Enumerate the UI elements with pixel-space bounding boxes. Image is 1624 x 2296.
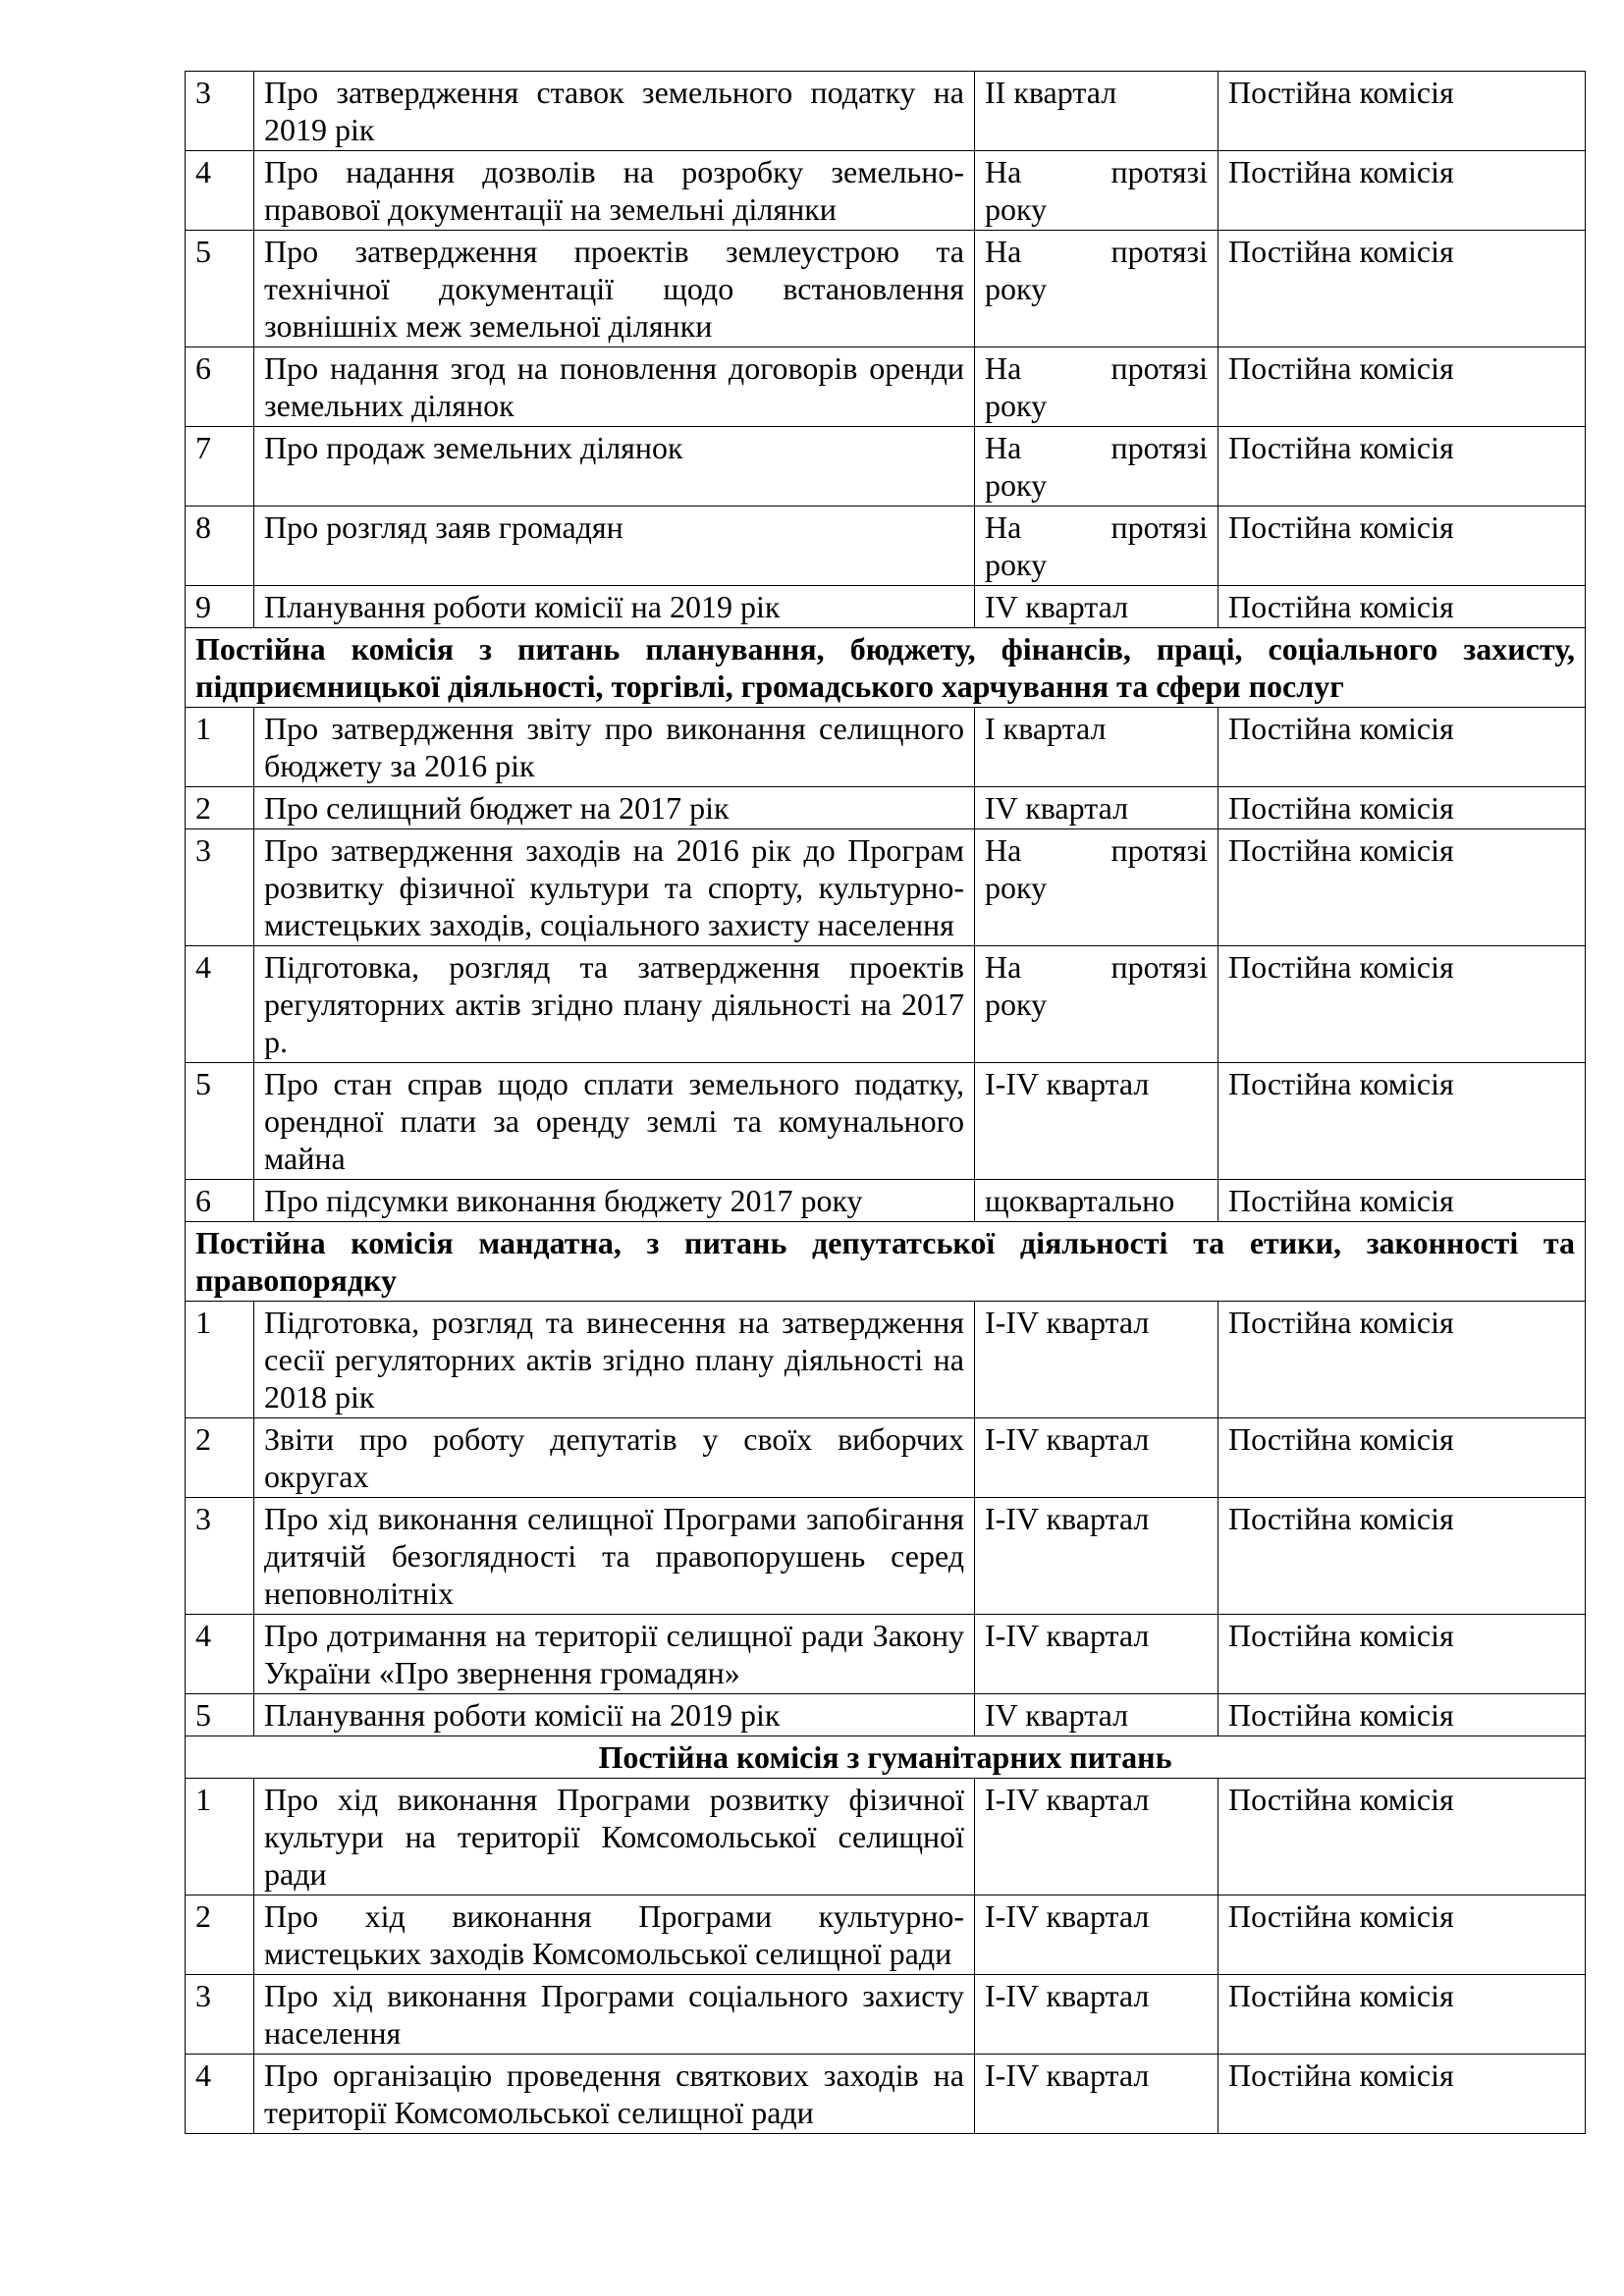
agenda-item-term: I-IV квартал	[975, 1418, 1218, 1498]
section-header-row	[186, 1736, 1586, 1779]
table-row	[186, 829, 1586, 946]
agenda-item-term: щоквартально	[975, 1180, 1218, 1222]
table-row	[186, 347, 1586, 427]
agenda-item-term: I-IV квартал	[975, 1063, 1218, 1180]
table-row	[186, 427, 1586, 507]
agenda-item-term: На протязі року	[975, 231, 1218, 347]
table-row	[186, 72, 1586, 151]
agenda-item-responsible: Постійна комісія	[1218, 2055, 1586, 2134]
agenda-item-responsible: Постійна комісія	[1218, 586, 1586, 628]
agenda-item-title: Планування роботи комісії на 2019 рік	[254, 586, 975, 628]
section-title: Постійна комісія мандатна, з питань депутатської діяльності та етики, законності та правопорядку	[186, 1222, 1586, 1302]
agenda-item-responsible: Постійна комісія	[1218, 427, 1586, 507]
section-title: Постійна комісія з гуманітарних питань	[186, 1736, 1586, 1779]
agenda-item-title: Підготовка, розгляд та затвердження проектів регуляторних актів згідно плану діяльності на 2017 р.	[254, 946, 975, 1063]
agenda-item-title: Про продаж земельних ділянок	[254, 427, 975, 507]
row-number: 2	[186, 1896, 254, 1975]
row-number: 3	[186, 1498, 254, 1615]
agenda-item-title: Про хід виконання селищної Програми запобігання дитячій безоглядності та правопорушень серед неповнолітніх	[254, 1498, 975, 1615]
agenda-item-term: I-IV квартал	[975, 2055, 1218, 2134]
table-row	[186, 1498, 1586, 1615]
agenda-item-responsible: Постійна комісія	[1218, 151, 1586, 231]
agenda-item-title: Про затвердження заходів на 2016 рік до Програм розвитку фізичної культури та спорту, культурно-мистецьких заходів, соціального захисту населення	[254, 829, 975, 946]
row-number: 9	[186, 586, 254, 628]
row-number: 6	[186, 347, 254, 427]
agenda-item-responsible: Постійна комісія	[1218, 1694, 1586, 1736]
table-row	[186, 946, 1586, 1063]
row-number: 4	[186, 2055, 254, 2134]
table-row	[186, 1975, 1586, 2055]
table-row	[186, 1180, 1586, 1222]
table-row	[186, 586, 1586, 628]
agenda-item-title: Про організацію проведення святкових заходів на території Комсомольської селищної ради	[254, 2055, 975, 2134]
agenda-item-responsible: Постійна комісія	[1218, 1975, 1586, 2055]
agenda-item-responsible: Постійна комісія	[1218, 708, 1586, 787]
agenda-item-term: На протязі року	[975, 507, 1218, 586]
agenda-item-responsible: Постійна комісія	[1218, 72, 1586, 151]
agenda-item-title: Підготовка, розгляд та винесення на затвердження сесії регуляторних актів згідно плану діяльності на 2018 рік	[254, 1302, 975, 1418]
agenda-item-title: Про хід виконання Програми культурно-мистецьких заходів Комсомольської селищної ради	[254, 1896, 975, 1975]
agenda-item-term: ІІ квартал	[975, 72, 1218, 151]
agenda-item-title: Про стан справ щодо сплати земельного податку, орендної плати за оренду землі та комунального майна	[254, 1063, 975, 1180]
agenda-item-responsible: Постійна комісія	[1218, 231, 1586, 347]
agenda-item-term: На протязі року	[975, 151, 1218, 231]
agenda-item-responsible: Постійна комісія	[1218, 507, 1586, 586]
row-number: 4	[186, 946, 254, 1063]
row-number: 3	[186, 1975, 254, 2055]
table-row	[186, 1694, 1586, 1736]
agenda-item-title: Про дотримання на території селищної ради Закону України «Про звернення громадян»	[254, 1615, 975, 1694]
row-number: 7	[186, 427, 254, 507]
agenda-item-term: На протязі року	[975, 946, 1218, 1063]
table-row	[186, 151, 1586, 231]
agenda-item-title: Про затвердження ставок земельного податку на 2019 рік	[254, 72, 975, 151]
agenda-item-title: Про затвердження проектів землеустрою та технічної документації щодо встановлення зовнішніх меж земельної ділянки	[254, 231, 975, 347]
agenda-item-responsible: Постійна комісія	[1218, 1779, 1586, 1896]
agenda-item-title: Про затвердження звіту про виконання селищного бюджету за 2016 рік	[254, 708, 975, 787]
section-title: Постійна комісія з питань планування, бюджету, фінансів, праці, соціального захисту, підприємницької діяльності, торгівлі, громадського харчування та сфери послуг	[186, 628, 1586, 708]
row-number: 3	[186, 829, 254, 946]
table-row	[186, 1302, 1586, 1418]
agenda-item-term: I-IV квартал	[975, 1615, 1218, 1694]
row-number: 2	[186, 787, 254, 829]
agenda-item-title: Про підсумки виконання бюджету 2017 року	[254, 1180, 975, 1222]
row-number: 8	[186, 507, 254, 586]
agenda-item-term: I-IV квартал	[975, 1896, 1218, 1975]
table-row	[186, 787, 1586, 829]
agenda-item-responsible: Постійна комісія	[1218, 946, 1586, 1063]
agenda-item-responsible: Постійна комісія	[1218, 1180, 1586, 1222]
row-number: 6	[186, 1180, 254, 1222]
table-row	[186, 507, 1586, 586]
agenda-item-title: Про селищний бюджет на 2017 рік	[254, 787, 975, 829]
agenda-item-responsible: Постійна комісія	[1218, 829, 1586, 946]
agenda-item-title: Про хід виконання Програми соціального захисту населення	[254, 1975, 975, 2055]
agenda-item-term: IV квартал	[975, 1694, 1218, 1736]
section-header-row	[186, 1222, 1586, 1302]
table-row	[186, 1063, 1586, 1180]
row-number: 4	[186, 1615, 254, 1694]
row-number: 5	[186, 1694, 254, 1736]
agenda-item-term: I-IV квартал	[975, 1975, 1218, 2055]
table-row	[186, 1896, 1586, 1975]
section-header-row	[186, 628, 1586, 708]
agenda-item-responsible: Постійна комісія	[1218, 1063, 1586, 1180]
agenda-item-responsible: Постійна комісія	[1218, 787, 1586, 829]
document-page	[185, 71, 1585, 2134]
agenda-item-term: І квартал	[975, 708, 1218, 787]
agenda-item-term: I-IV квартал	[975, 1498, 1218, 1615]
agenda-item-term: На протязі року	[975, 427, 1218, 507]
row-number: 3	[186, 72, 254, 151]
agenda-item-responsible: Постійна комісія	[1218, 1498, 1586, 1615]
row-number: 5	[186, 231, 254, 347]
agenda-item-term: IV квартал	[975, 586, 1218, 628]
agenda-item-title: Планування роботи комісії на 2019 рік	[254, 1694, 975, 1736]
row-number: 2	[186, 1418, 254, 1498]
agenda-item-title: Про хід виконання Програми розвитку фізичної культури на території Комсомольської селищної ради	[254, 1779, 975, 1896]
agenda-item-responsible: Постійна комісія	[1218, 1896, 1586, 1975]
table-row	[186, 1615, 1586, 1694]
agenda-item-title: Про надання дозволів на розробку земельно-правової документації на земельні ділянки	[254, 151, 975, 231]
agenda-item-responsible: Постійна комісія	[1218, 1302, 1586, 1418]
row-number: 1	[186, 1779, 254, 1896]
row-number: 1	[186, 1302, 254, 1418]
work-plan-table	[185, 71, 1586, 2134]
row-number: 5	[186, 1063, 254, 1180]
agenda-item-term: I-IV квартал	[975, 1779, 1218, 1896]
agenda-item-term: На протязі року	[975, 829, 1218, 946]
row-number: 1	[186, 708, 254, 787]
row-number: 4	[186, 151, 254, 231]
agenda-item-responsible: Постійна комісія	[1218, 1615, 1586, 1694]
agenda-item-term: IV квартал	[975, 787, 1218, 829]
table-row	[186, 1418, 1586, 1498]
table-row	[186, 231, 1586, 347]
agenda-item-term: На протязі року	[975, 347, 1218, 427]
work-plan-table-body	[186, 72, 1586, 2134]
table-row	[186, 2055, 1586, 2134]
agenda-item-title: Про розгляд заяв громадян	[254, 507, 975, 586]
table-row	[186, 708, 1586, 787]
table-row	[186, 1779, 1586, 1896]
agenda-item-title: Про надання згод на поновлення договорів оренди земельних ділянок	[254, 347, 975, 427]
agenda-item-title: Звіти про роботу депутатів у своїх виборчих округах	[254, 1418, 975, 1498]
agenda-item-responsible: Постійна комісія	[1218, 347, 1586, 427]
agenda-item-responsible: Постійна комісія	[1218, 1418, 1586, 1498]
agenda-item-term: I-IV квартал	[975, 1302, 1218, 1418]
